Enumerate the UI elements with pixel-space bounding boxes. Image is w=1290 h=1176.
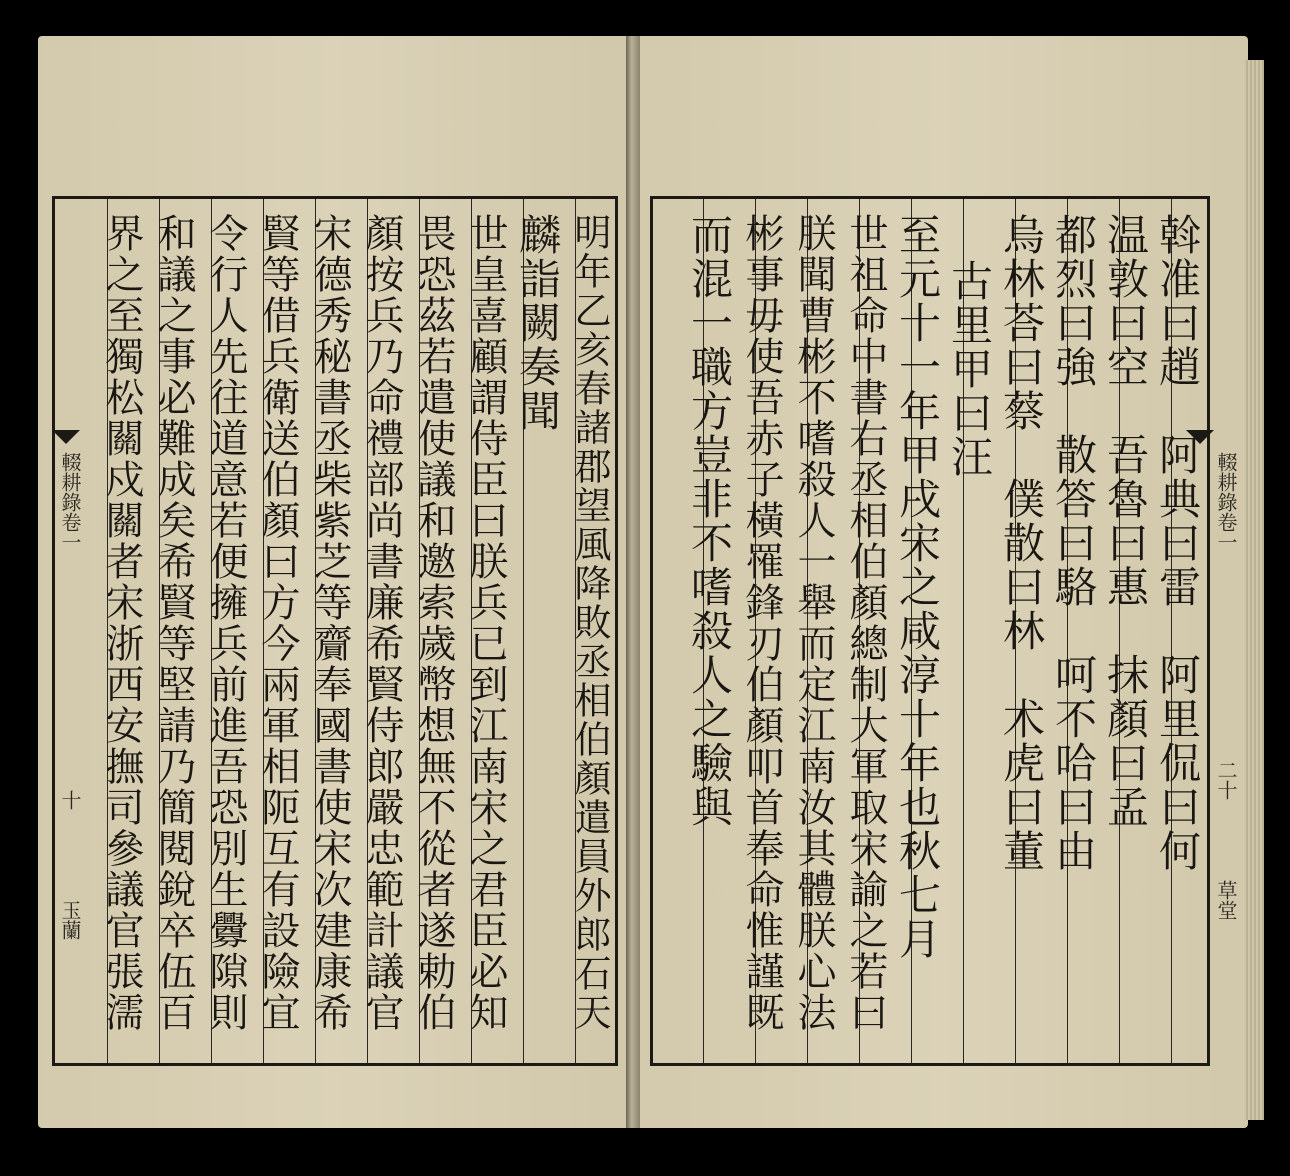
text-column: 賢等借兵衛送伯顏曰方今兩軍相阨互有設險宜 [255, 213, 300, 1033]
right-margin-page-number: 二十 [1214, 760, 1238, 800]
text-column: 世皇喜顧謂侍臣曰朕兵已到江南宋之君臣必知 [463, 213, 508, 1033]
right-margin-studio: 草堂 [1214, 880, 1238, 920]
text-column: 世祖命中書右丞相伯顏總制大軍取宋諭之若曰 [843, 213, 888, 1033]
text-column: 而混一職方豈非不嗜殺人之驗與 [685, 213, 734, 829]
text-column: 宋德秀秘書丞柴紫芝等齎奉國書使宋次建康希 [307, 213, 352, 1033]
text-column: 至元十一年甲戌宋之咸淳十年也秋七月 [893, 213, 942, 961]
book-gutter [626, 36, 640, 1128]
text-column: 畏恐茲若遣使議和邀索歲幣想無不從者遂勅伯 [411, 213, 456, 1033]
left-margin-page-number: 十 [58, 790, 82, 810]
text-column: 温敦曰空 吾魯曰惠 抹顏曰孟 [1101, 213, 1150, 829]
text-column: 顏按兵乃命禮部尚書廉希賢侍郎嚴忠範計議官 [359, 213, 404, 1033]
text-column: 烏林荅曰蔡 僕散曰林 术虎曰董 [997, 213, 1046, 873]
right-margin-title: 輟耕錄卷一 [1214, 452, 1238, 552]
text-column: 都烈曰強 散答曰駱 呵不哈曰由 [1049, 213, 1098, 873]
text-column: 和議之事必難成矣希賢等堅請乃簡閱銳卒伍百 [151, 213, 196, 1033]
text-column: 明年乙亥春諸郡望風降敗丞相伯顏遣員外郎石天 [568, 213, 611, 1032]
left-margin-title: 輟耕錄卷一 [58, 452, 82, 552]
text-column: 朕聞曹彬不嗜殺人一舉而定江南汝其體朕心法 [791, 213, 836, 1033]
text-column: 令行人先往道意若便擁兵前進吾恐別生釁隙則 [203, 213, 248, 1033]
text-column: 界之至獨松關戍關者宋浙西安撫司參議官張濡 [99, 213, 144, 1033]
right-text-frame [650, 196, 1210, 1066]
left-text-frame [52, 196, 618, 1066]
text-column: 斡准曰趙 阿典曰雷 阿里侃曰何 [1153, 213, 1202, 873]
text-column: 麟詣闕奏聞 [513, 213, 562, 433]
page-edges [1244, 60, 1264, 1120]
text-column: 古里甲曰汪 [945, 259, 994, 479]
left-margin-studio: 玉蘭 [58, 900, 82, 940]
text-column: 彬事毋使吾赤子橫罹鋒刃伯顏叩首奉命惟謹既 [739, 213, 784, 1033]
